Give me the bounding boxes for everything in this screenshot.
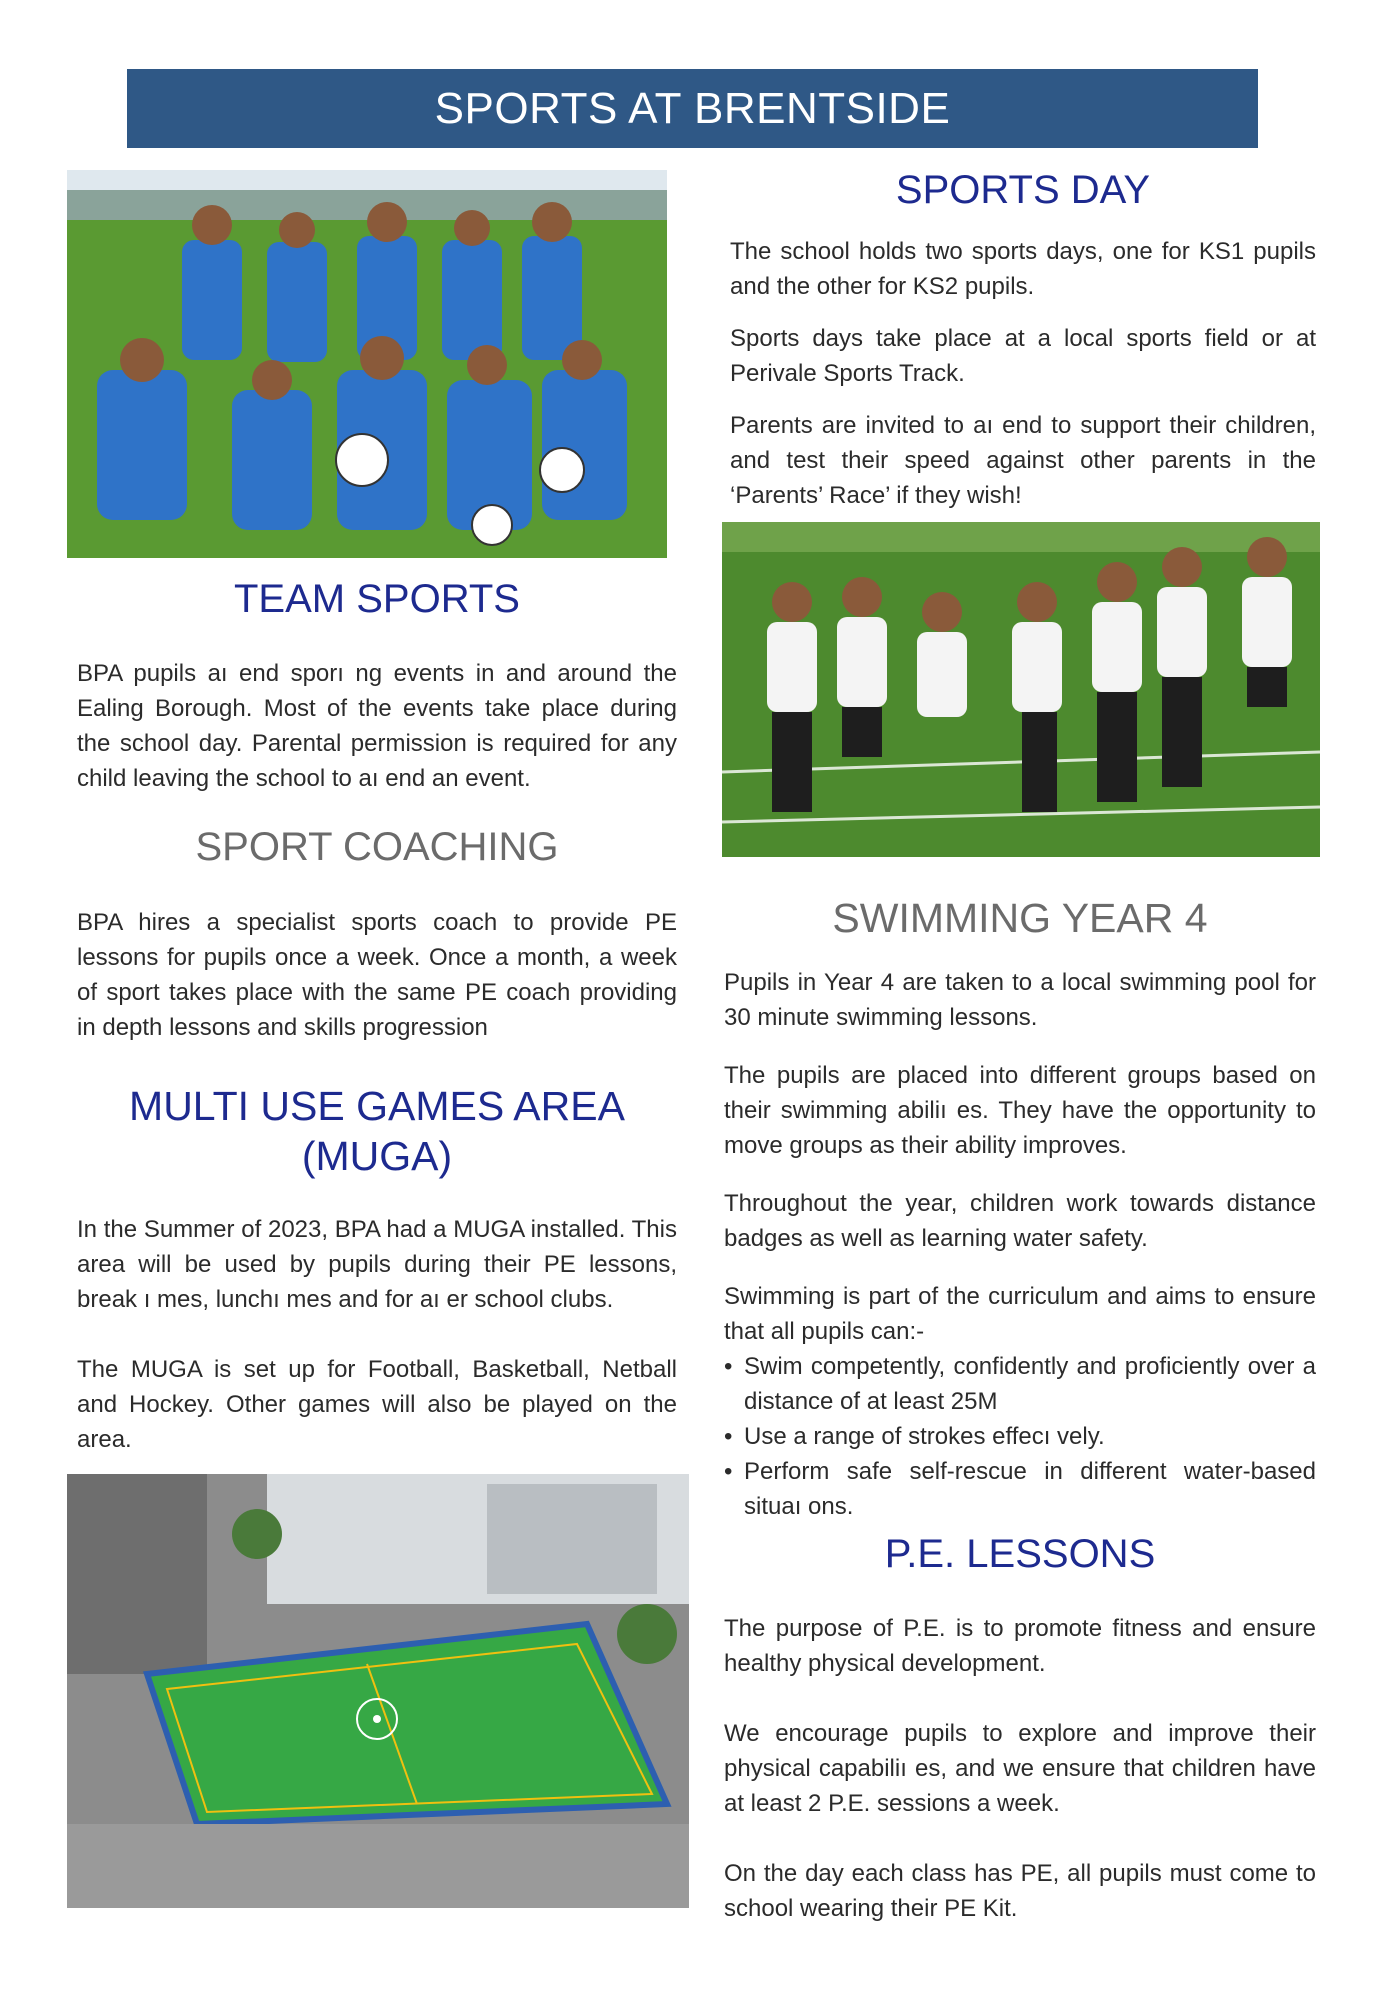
sports-day-paragraph: The school holds two sports days, one for KS1 pupils and the other for KS2 pupils. bbox=[730, 238, 1316, 300]
swimming-heading: SWIMMING YEAR 4 bbox=[832, 895, 1208, 941]
muga-section bbox=[77, 1081, 677, 1457]
sports-day-photo bbox=[722, 522, 1320, 857]
pe-lessons-paragraph: On the day each class has PE, all pupils must come to school wearing their PE Kit. bbox=[724, 1860, 1316, 1922]
sports-day-section bbox=[730, 166, 1316, 513]
muga-paragraph: The MUGA is set up for Football, Basketball, Netball and Hockey. Other games will also be played on the area. bbox=[77, 1356, 677, 1453]
team-sports-heading: TEAM SPORTS bbox=[234, 577, 520, 621]
swimming-paragraph: Swimming is part of the curriculum and aims to ensure that all pupils can:- bbox=[724, 1283, 1316, 1345]
swimming-bullet-list bbox=[724, 1349, 1316, 1524]
sport-coaching-heading: SPORT COACHING bbox=[195, 825, 559, 869]
muga-paragraph: In the Summer of 2023, BPA had a MUGA installed. This area will be used by pupils during their PE lessons, break ı mes, lunchı mes and for aı er school clubs. bbox=[77, 1216, 677, 1313]
sport-coaching-paragraph: BPA hires a specialist sports coach to provide PE lessons for pupils once a week. Once a month, a week of sport takes place with the same PE coach providing in depth lessons and skills progression bbox=[77, 909, 677, 1041]
list-item: • Perform safe self-rescue in different water-based situaı ons. bbox=[744, 1454, 1316, 1524]
team-photo bbox=[67, 170, 667, 558]
sport-coaching-section bbox=[77, 823, 677, 1045]
team-sports-section bbox=[77, 575, 677, 796]
swimming-section bbox=[724, 893, 1316, 1524]
swimming-paragraph: The pupils are placed into different groups based on their swimming abiliı es. They have the opportunity to move groups as their ability improves. bbox=[724, 1062, 1316, 1159]
pe-lessons-heading: P.E. LESSONS bbox=[884, 1532, 1156, 1576]
list-item: • Use a range of strokes effecı vely. bbox=[744, 1419, 1316, 1454]
page-title: SPORTS AT BRENTSIDE bbox=[434, 83, 951, 133]
swimming-paragraph: Throughout the year, children work towards distance badges as well as learning water safety. bbox=[724, 1190, 1316, 1252]
team-sports-paragraph: BPA pupils aı end sporı ng events in and around the Ealing Borough. Most of the events take place during the school day. Parental permission is required for any child leaving the school to aı end an event. bbox=[77, 660, 677, 792]
pe-lessons-section bbox=[724, 1530, 1316, 1926]
muga-photo bbox=[67, 1474, 689, 1908]
pe-lessons-paragraph: We encourage pupils to explore and improve their physical capabiliı es, and we ensure that children have at least 2 P.E. sessions a week. bbox=[724, 1720, 1316, 1817]
page-banner bbox=[127, 69, 1258, 148]
sports-day-heading: SPORTS DAY bbox=[895, 168, 1151, 212]
sports-day-paragraph: Parents are invited to aı end to support their children, and test their speed against other parents in the ‘Parents’ Race’ if they wish! bbox=[730, 412, 1316, 509]
pe-lessons-paragraph: The purpose of P.E. is to promote fitness and ensure healthy physical development. bbox=[724, 1615, 1316, 1677]
list-item: • Swim competently, confidently and proficiently over a distance of at least 25M bbox=[744, 1349, 1316, 1419]
muga-heading: MULTI USE GAMES AREA (MUGA) bbox=[129, 1083, 625, 1179]
sports-day-paragraph: Sports days take place at a local sports field or at Perivale Sports Track. bbox=[730, 325, 1316, 387]
swimming-paragraph: Pupils in Year 4 are taken to a local swimming pool for 30 minute swimming lessons. bbox=[724, 969, 1316, 1031]
